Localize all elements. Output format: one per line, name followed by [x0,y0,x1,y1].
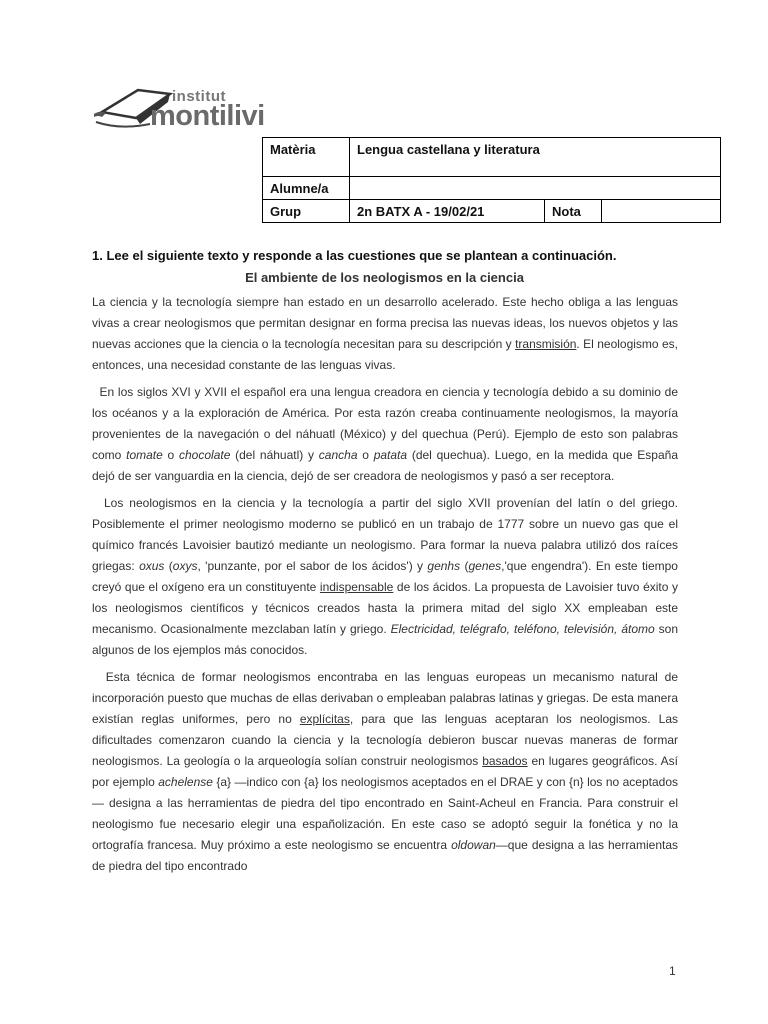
paragraph-4: Esta técnica de formar neologismos encontraba en las lenguas europeas un mecanismo natural de incorporación puesto que muchas de ellas derivaban o empleaban palabras latinas y griegas. De esta manera existían reglas uniformes, pero no explícitas, para que las lenguas aceptaran los neologismos. Las dificultades comenzaron cuando la ciencia y la tecnología debieron buscar nuevas maneras de formar neologismos. La geología o la arqueología solían construir neologismos basados en lugares geográficos. Así por ejemplo achelense {a} —indico con {a} los neologismos aceptados en el DRAE y con {n} los no aceptados— designa a las herramientas de piedra del tipo encontrado en Saint-Acheul en Francia. Para construir el neologismo fue necesario elegir una españolización. En este caso se adoptó seguir la fonética y no la ortografía francesa. Muy próximo a este neologismo se encuentra oldowan—que designa a las herramientas de piedra del tipo encontrado [92,670,679,873]
institut-montilivi-logo [90,84,265,134]
nota-value[interactable] [602,200,721,223]
header-table [262,137,721,223]
logo-top-text: institut [172,88,226,105]
question-heading: 1. Lee el siguiente texto y responde a las cuestiones que se plantean a continuación. [92,248,617,263]
paragraph-3: Los neologismos en la ciencia y la tecnología a partir del siglo XVII provenían del latín o del griego. Posiblemente el primer neologismo moderno se publicó en un trabajo de 1777 sobre un nuevo gas que el químico francés Lavoisier bautizó mediante un neologismo. Para formar la nueva palabra utilizó dos raíces griegas: oxus (oxys, 'punzante, por el sabor de los ácidos') y genhs (genes,'que engendra'). En este tiempo creyó que el oxígeno era un constituyente indispensable de los ácidos. La propuesta de Lavoisier tuvo éxito y los neologismos científicos y técnicos creados hasta la primera mitad del siglo XX empleaban este mecanismo. Ocasionalmente mezclaban latín y griego. Electricidad, telégrafo, teléfono, televisión, átomo son algunos de los ejemplos más conocidos. [92,496,679,657]
nota-label: Nota [545,200,602,223]
alumne-label: Alumne/a [263,177,350,200]
logo-main-text: montilivi [150,100,265,132]
paragraph-1: La ciencia y la tecnología siempre han estado en un desarrollo acelerado. Este hecho obliga a las lenguas vivas a crear neologismos que permitan designar en forma precisa las nuevas ideas, los nuevos objetos y las nuevas acciones que la ciencia o la tecnología necesitan para su descripción y transmisión. El neologismo es, entonces, una necesidad constante de las lenguas vivas. [92,295,678,372]
alumne-value[interactable] [350,177,721,200]
reading-text [92,292,678,877]
materia-label: Matèria [263,138,350,177]
grup-value: 2n BATX A - 19/02/21 [350,200,545,223]
text-title: El ambiente de los neologismos en la ciencia [245,270,524,285]
materia-value: Lengua castellana y literatura [350,138,721,177]
paragraph-2: En los siglos XVI y XVII el español era una lengua creadora en ciencia y tecnología debido a su dominio de los océanos y a la exploración de América. Por esta razón creaba continuamente neologismos, la mayoría provenientes de la navegación o del náhuatl (México) y del quechua (Perú). Ejemplo de esto son palabras como tomate o chocolate (del náhuatl) y cancha o patata (del quechua). Luego, en la medida que España dejó de ser vanguardia en la ciencia, dejó de ser creadora de neologismos y pasó a ser receptora. [92,385,679,483]
grup-label: Grup [263,200,350,223]
page-number: 1 [669,964,676,978]
